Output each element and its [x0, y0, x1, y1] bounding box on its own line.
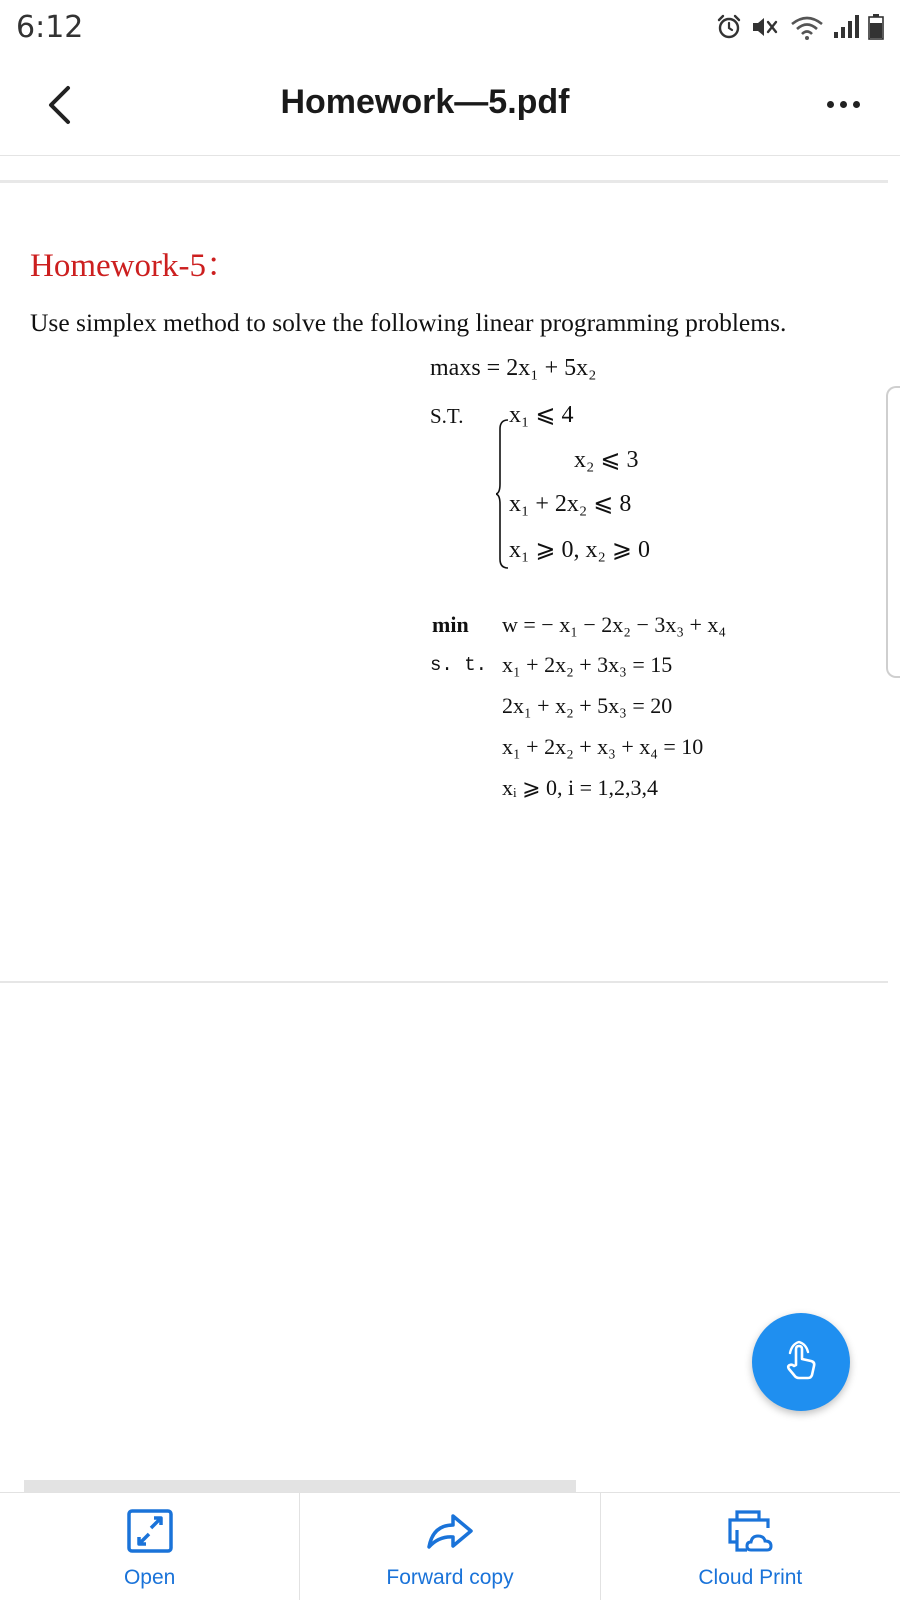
- problem1-constraint-2: x₂ ⩽ 3: [574, 447, 639, 473]
- wifi-icon: [790, 14, 824, 40]
- hand-pointer-icon: [778, 1339, 824, 1385]
- status-time: 6:12: [16, 10, 84, 45]
- more-options-button[interactable]: [816, 86, 870, 122]
- problem1-constraint-1: x₁ ⩽ 4: [509, 402, 574, 428]
- problem2-constraint-4: xᵢ ⩾ 0, i = 1,2,3,4: [502, 775, 659, 800]
- open-label: Open: [123, 1566, 176, 1589]
- status-bar: [0, 0, 900, 58]
- document-title: Homework—5.pdf: [280, 83, 570, 121]
- open-button[interactable]: [0, 1493, 299, 1600]
- alarm-icon: [716, 14, 742, 40]
- problem1-st-label: S.T.: [430, 404, 464, 428]
- signal-icon: [833, 15, 859, 39]
- problem2-objective: w = − x₁ − 2x₂ − 3x₃ + x₄: [502, 612, 727, 637]
- problem2-constraint-1: x₁ + 2x₂ + 3x₃ = 15: [502, 652, 673, 677]
- status-icons: [716, 12, 884, 42]
- problem1-objective-expr: = 2x₁ + 5x₂: [486, 355, 597, 381]
- problem2-st-label: s. t.: [430, 654, 488, 676]
- more-dots-icon: [827, 101, 834, 108]
- constraint-brace: [496, 419, 510, 569]
- homework-heading: Homework-5：: [30, 248, 239, 284]
- cloud-print-button[interactable]: [600, 1493, 900, 1600]
- forward-arrow-icon: [425, 1511, 475, 1551]
- app-header: [0, 58, 900, 156]
- problem1-constraint-3: x₁ + 2x₂ ⩽ 8: [509, 491, 632, 517]
- next-page-edge: [886, 386, 900, 678]
- horizontal-scrollbar[interactable]: [24, 1480, 576, 1492]
- problem2-objective-label: min: [432, 612, 469, 637]
- expand-icon: [127, 1509, 173, 1553]
- pdf-page[interactable]: [0, 183, 888, 983]
- problem2-constraint-2: 2x₁ + x₂ + 5x₃ = 20: [502, 693, 673, 718]
- problem1-objective-label: maxs: [430, 355, 481, 381]
- problem1-objective: [430, 355, 596, 382]
- instruction-text: Use simplex method to solve the following linear programming problems.: [30, 308, 787, 337]
- forward-copy-label: Forward copy: [386, 1566, 514, 1589]
- bottom-toolbar: [0, 1492, 900, 1600]
- battery-icon: [868, 14, 884, 40]
- cloud-print-label: Cloud Print: [698, 1566, 803, 1589]
- forward-copy-button[interactable]: [299, 1493, 599, 1600]
- problem2-constraint-3: x₁ + 2x₂ + x₃ + x₄ = 10: [502, 734, 704, 759]
- cloud-printer-icon: [725, 1508, 775, 1554]
- mute-icon: [751, 14, 781, 40]
- gesture-fab[interactable]: [752, 1313, 850, 1411]
- problem1-constraint-4: x₁ ⩾ 0, x₂ ⩾ 0: [509, 537, 650, 563]
